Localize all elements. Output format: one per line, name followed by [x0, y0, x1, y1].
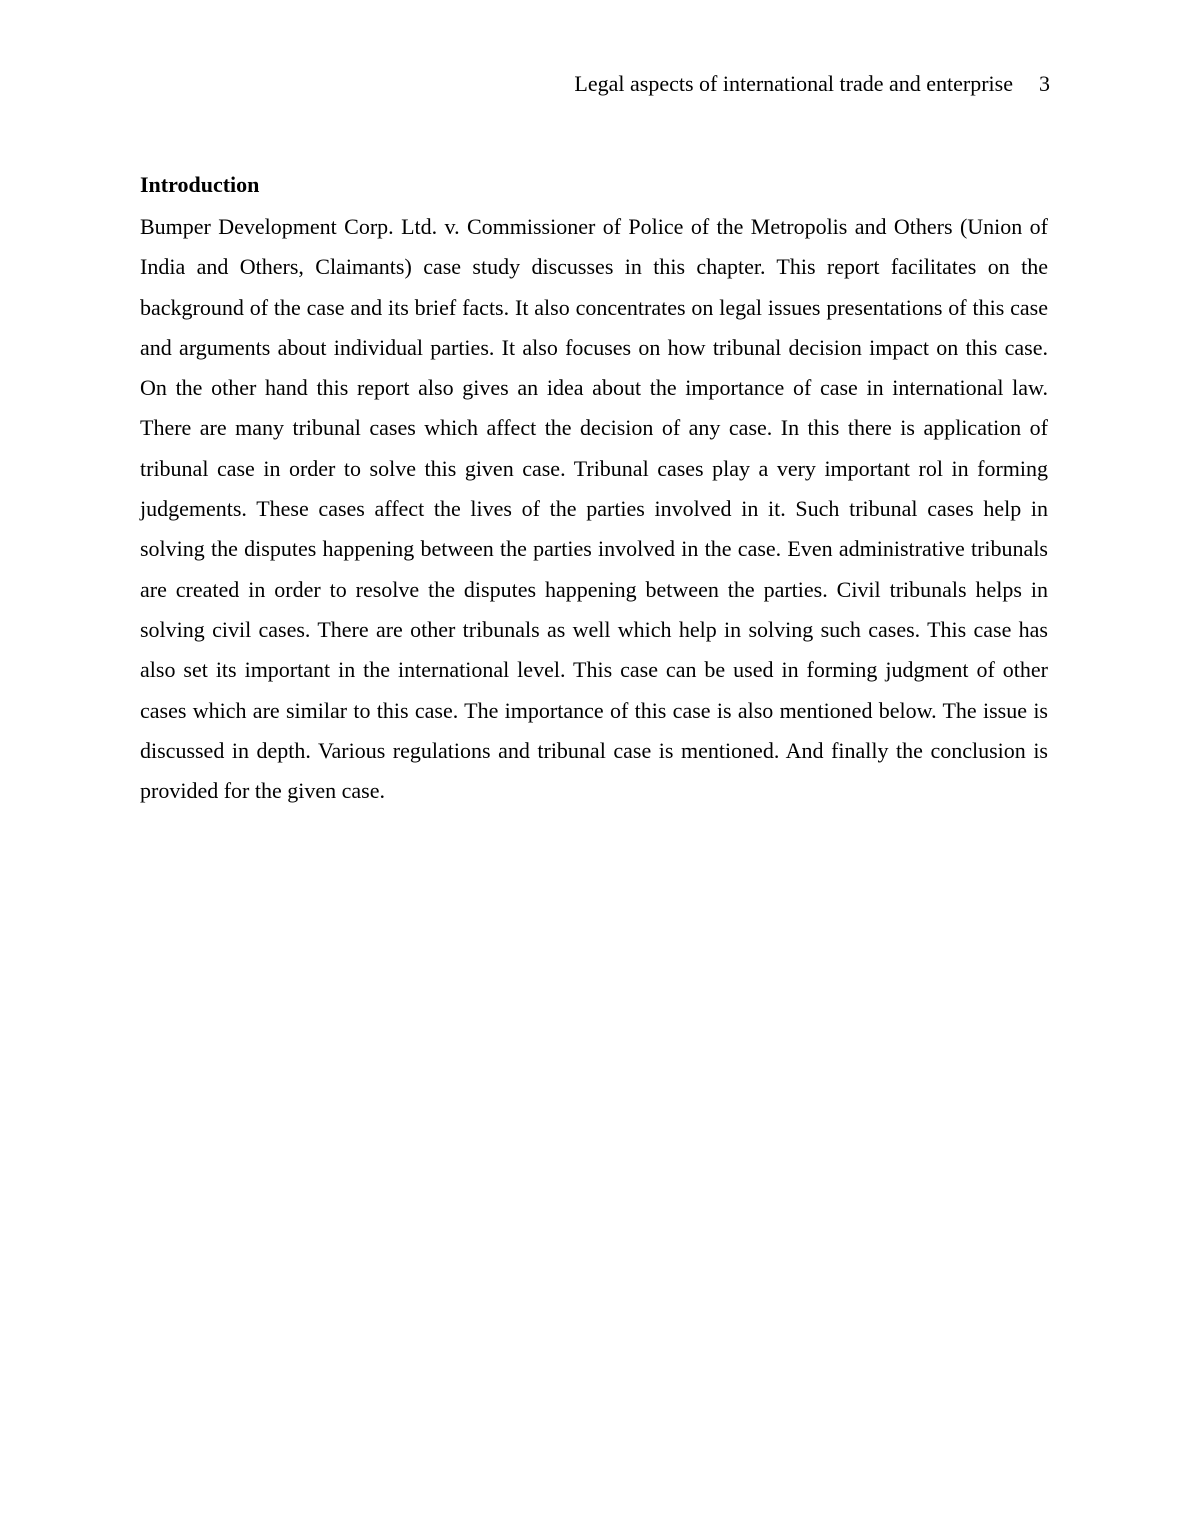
document-body: [140, 170, 1048, 811]
introduction-paragraph: Bumper Development Corp. Ltd. v. Commissioner of Police of the Metropolis and Others (Union of India and Others, Claimants) case study discusses in this chapter. This report facilitates on the background of the case and its brief facts. It also concentrates on legal issues presentations of this case and arguments about individual parties. It also focuses on how tribunal decision impact on this case. On the other hand this report also gives an idea about the importance of case in international law. There are many tribunal cases which affect the decision of any case. In this there is application of tribunal case in order to solve this given case. Tribunal cases play a very important rol in forming judgements. These cases affect the lives of the parties involved in it. Such tribunal cases help in solving the disputes happening between the parties involved in the case. Even administrative tribunals are created in order to resolve the disputes happening between the parties. Civil tribunals helps in solving civil cases. There are other tribunals as well which help in solving such cases. This case has also set its important in the international level. This case can be used in forming judgment of other cases which are similar to this case. The importance of this case is also mentioned below. The issue is discussed in depth. Various regulations and tribunal case is mentioned. And finally the conclusion is provided for the given case.: [140, 214, 1048, 804]
page-number: 3: [1039, 71, 1050, 96]
running-header: [140, 70, 1050, 98]
running-header-title: Legal aspects of international trade and enterprise: [574, 71, 1013, 96]
section-heading: Introduction: [140, 172, 260, 197]
